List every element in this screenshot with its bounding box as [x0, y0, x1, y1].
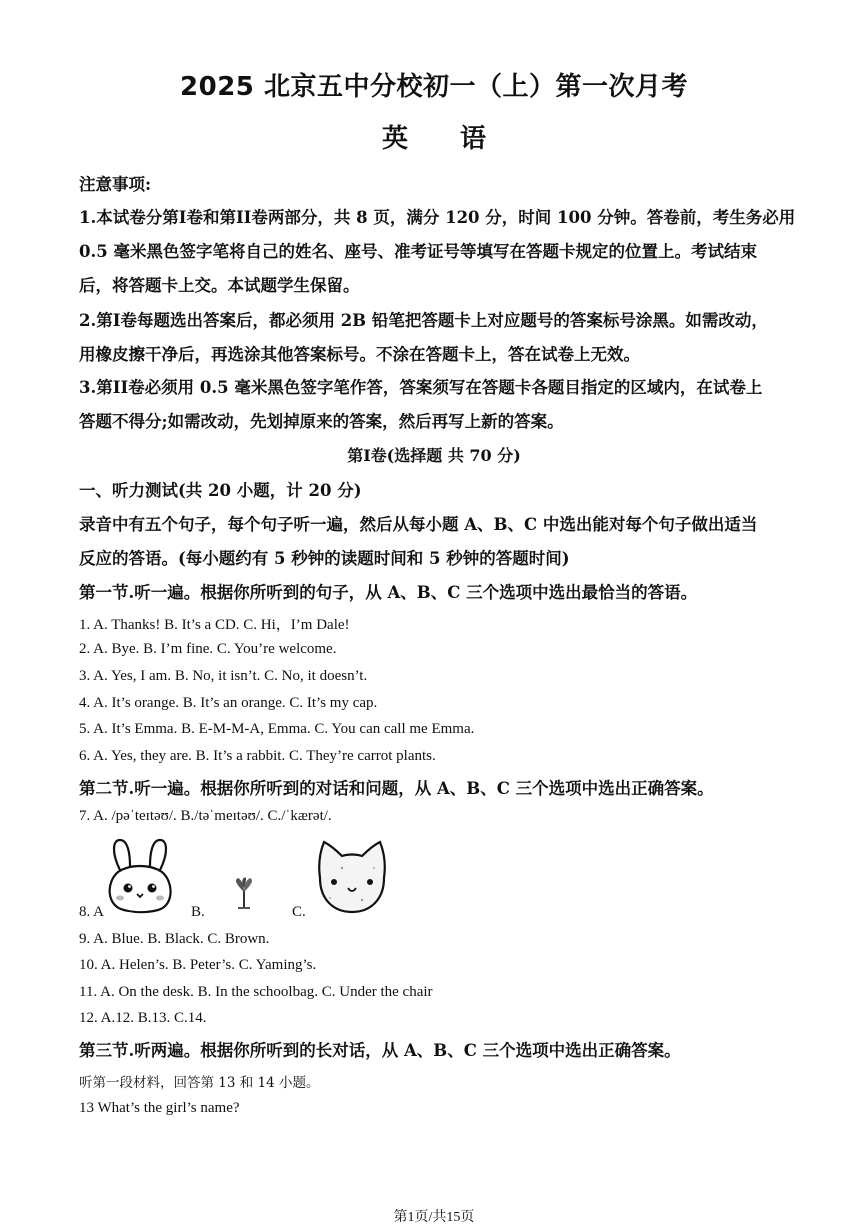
- instruction-line: 反应的答语。(每小题约有 5 秒钟的读题时间和 5 秒钟的答题时间): [79, 549, 570, 568]
- question-9: 9. A. Blue. B. Black. C. Brown.: [79, 931, 270, 947]
- question-4: 4. A. It’s orange. B. It’s an orange. C. It’s my cap.: [79, 695, 378, 711]
- question-2: 2. A. Bye. B. I’m fine. C. You’re welcome.: [79, 641, 337, 657]
- section-heading: 一、听力测试(共 20 小题，计 20 分): [79, 481, 362, 500]
- part1-heading: 第I卷(选择题 共 70 分): [347, 446, 521, 465]
- question-6: 6. A. Yes, they are. B. It’s a rabbit. C. They’re carrot plants.: [79, 748, 436, 764]
- question-5: 5. A. It’s Emma. B. E-M-M-A, Emma. C. You can call me Emma.: [79, 721, 475, 737]
- note-line: 答题不得分;如需改动，先划掉原来的答案，然后再写上新的答案。: [79, 412, 564, 431]
- question-7: 7. A. /pəˈteɪtəʊ/. B./təˈmeɪtəʊ/. C./ˈkærət/.: [79, 808, 332, 824]
- note-line: 0.5 毫米黑色签字笔将自己的姓名、座号、准考证号等填写在答题卡规定的位置上。考试结束: [79, 242, 757, 261]
- page-number: 第1页/共15页: [393, 1210, 475, 1225]
- note-line: 后，将答题卡上交。本试题学生保留。: [79, 276, 360, 295]
- plant-picture: [232, 876, 256, 910]
- note-line: 用橡皮擦干净后，再选涂其他答案标号。不涂在答题卡上，答在试卷上无效。: [79, 345, 640, 364]
- question-12: 12. A.12. B.13. C.14.: [79, 1010, 207, 1026]
- material-note: 听第一段材料，回答第 13 和 14 小题。: [79, 1075, 320, 1091]
- subsection-heading: 第一节.听一遍。根据你所听到的句子，从 A、B、C 三个选项中选出最恰当的答语。: [79, 583, 698, 602]
- question-8-option-a: 8. A: [79, 904, 105, 920]
- question-8-option-c: C.: [292, 904, 306, 920]
- note-line: 2.第I卷每题选出答案后，都必须用 2B 铅笔把答题卡上对应题号的答案标号涂黑。如需改动，: [79, 311, 768, 330]
- question-1: 1. A. Thanks! B. It’s a CD. C. Hi，I’m Dale!: [79, 617, 350, 633]
- rabbit-picture: [104, 836, 176, 914]
- exam-title: 2025 北京五中分校初一（上）第一次月考: [180, 72, 688, 102]
- question-3: 3. A. Yes, I am. B. No, it isn’t. C. No, it doesn’t.: [79, 668, 368, 684]
- question-13: 13 What’s the girl’s name?: [79, 1100, 240, 1116]
- subsection-heading: 第二节.听一遍。根据你所听到的对话和问题，从 A、B、C 三个选项中选出正确答案。: [79, 779, 714, 798]
- note-line: 1.本试卷分第I卷和第II卷两部分，共 8 页，满分 120 分，时间 100 分钟。答卷前，考生务必用: [79, 208, 796, 227]
- subject-title: 英 语: [381, 124, 486, 154]
- note-line: 3.第II卷必须用 0.5 毫米黑色签字笔作答，答案须写在答题卡各题目指定的区域内，在试卷上: [79, 378, 763, 397]
- question-11: 11. A. On the desk. B. In the schoolbag. C. Under the chair: [79, 984, 433, 1000]
- cat-picture: [312, 838, 392, 914]
- question-8-option-b: B.: [191, 904, 205, 920]
- question-10: 10. A. Helen’s. B. Peter’s. C. Yaming’s.: [79, 957, 317, 973]
- notes-heading: 注意事项:: [79, 175, 152, 194]
- subsection-heading: 第三节.听两遍。根据你所听到的长对话，从 A、B、C 三个选项中选出正确答案。: [79, 1041, 681, 1060]
- instruction-line: 录音中有五个句子，每个句子听一遍，然后从每小题 A、B、C 中选出能对每个句子做出适当: [79, 515, 758, 534]
